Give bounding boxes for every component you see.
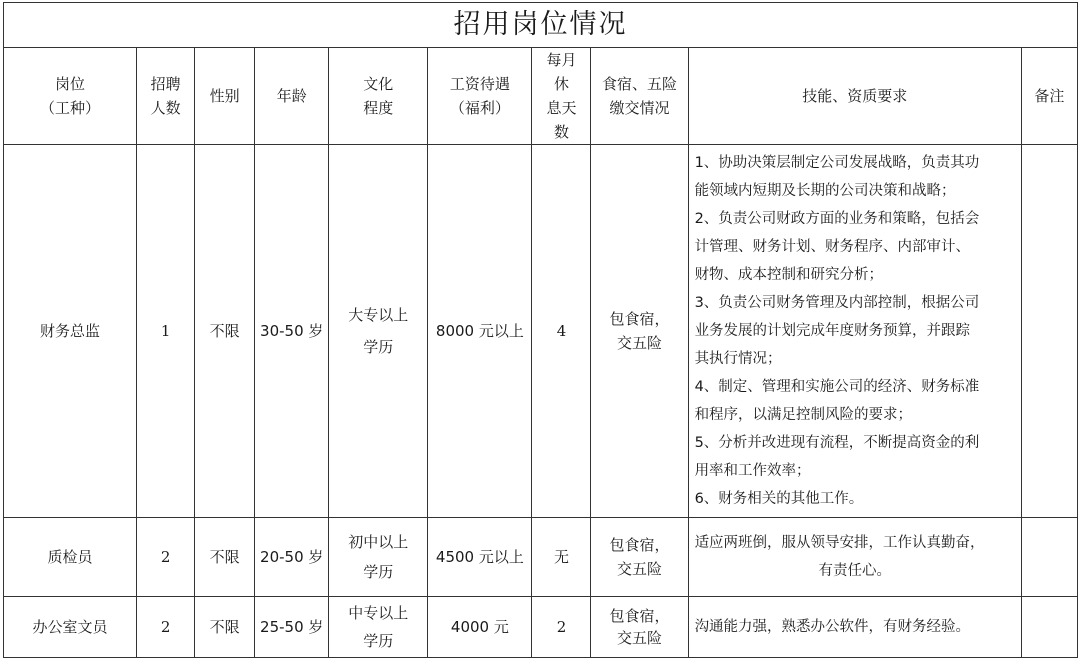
- header-benefits: 食宿、五险 缴交情况: [591, 48, 688, 145]
- cell-benefits: 包食宿， 交五险: [591, 597, 688, 658]
- header-age: 年龄: [255, 48, 329, 145]
- cell-salary: 8000 元以上: [428, 145, 532, 518]
- cell-position: 财务总监: [4, 145, 137, 518]
- header-remarks: 备注: [1021, 48, 1077, 145]
- cell-rest-days: 无: [532, 518, 591, 597]
- cell-position: 质检员: [4, 518, 137, 597]
- header-salary: 工资待遇 （福利）: [428, 48, 532, 145]
- cell-benefits: 包食宿， 交五险: [591, 518, 688, 597]
- cell-requirements: 适应两班倒，服从领导安排，工作认真勤奋， 有责任心。: [688, 518, 1021, 597]
- cell-gender: 不限: [195, 145, 255, 518]
- cell-education: 中专以上 学历: [329, 597, 428, 658]
- cell-age: 25-50 岁: [255, 597, 329, 658]
- cell-rest-days: 4: [532, 145, 591, 518]
- cell-age: 30-50 岁: [255, 145, 329, 518]
- cell-education: 大专以上 学历: [329, 145, 428, 518]
- header-row: [4, 48, 1078, 145]
- cell-salary: 4000 元: [428, 597, 532, 658]
- header-education: 文化 程度: [329, 48, 428, 145]
- cell-requirements: 沟通能力强，熟悉办公软件，有财务经验。: [688, 597, 1021, 658]
- table-title: 招用岗位情况: [4, 3, 1078, 48]
- cell-count: 2: [137, 518, 195, 597]
- header-requirements: 技能、资质要求: [688, 48, 1021, 145]
- cell-education: 初中以上 学历: [329, 518, 428, 597]
- cell-remarks: [1021, 145, 1077, 518]
- recruitment-table: [3, 2, 1078, 658]
- cell-requirements: 1、协助决策层制定公司发展战略，负责其功 能领域内短期及长期的公司决策和战略； 2、负责公司财政方面的业务和策略，包括会 计管理、财务计划、财务程序、内部审计、 财物、成本控制和研究分析； 3、负责公司财务管理及内部控制，根据公司 业务发展的计划完成年度财务预算，并跟踪 其执行情况； 4、制定、管理和实施公司的经济、财务标准 和程序，以满足控制风险的要求； 5、分析并改进现有流程，不断提高资金的利 用率和工作效率； 6、财务相关的其他工作。: [688, 145, 1021, 518]
- table-row: [4, 145, 1078, 518]
- cell-count: 2: [137, 597, 195, 658]
- cell-count: 1: [137, 145, 195, 518]
- header-position: 岗位 （工种）: [4, 48, 137, 145]
- header-count: 招聘 人数: [137, 48, 195, 145]
- header-rest-days: 每月 休 息天 数: [532, 48, 591, 145]
- cell-gender: 不限: [195, 597, 255, 658]
- cell-gender: 不限: [195, 518, 255, 597]
- header-gender: 性别: [195, 48, 255, 145]
- cell-rest-days: 2: [532, 597, 591, 658]
- cell-age: 20-50 岁: [255, 518, 329, 597]
- cell-salary: 4500 元以上: [428, 518, 532, 597]
- cell-benefits: 包食宿， 交五险: [591, 145, 688, 518]
- cell-remarks: [1021, 518, 1077, 597]
- table-row: [4, 597, 1078, 658]
- table-row: [4, 518, 1078, 597]
- cell-position: 办公室文员: [4, 597, 137, 658]
- cell-remarks: [1021, 597, 1077, 658]
